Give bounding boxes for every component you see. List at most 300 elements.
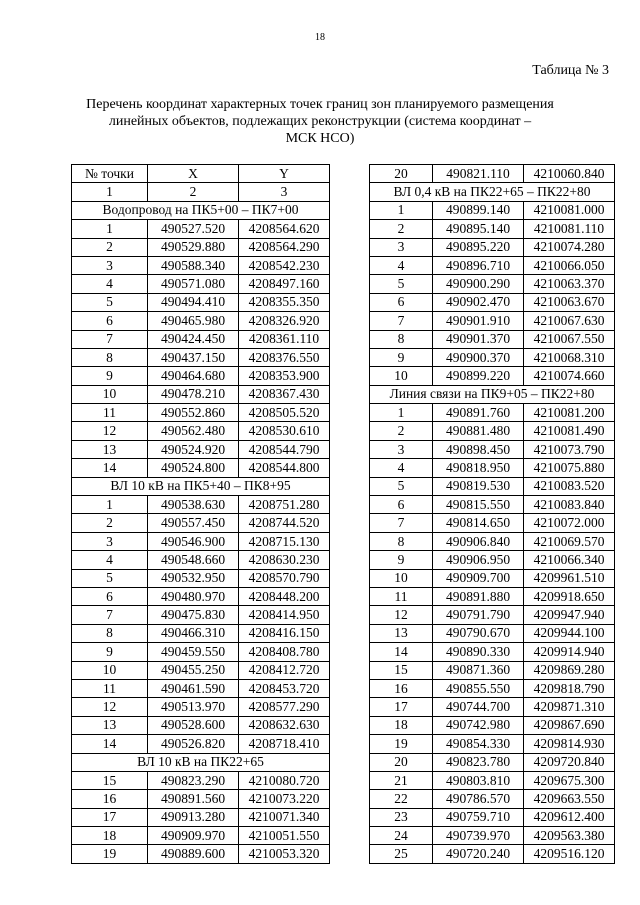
x-coordinate-cell: 490896.710: [433, 256, 524, 274]
x-coordinate-cell: 490742.980: [433, 716, 524, 734]
x-coordinate-cell: 490901.910: [433, 312, 524, 330]
point-number-cell: 9: [72, 367, 148, 385]
point-number-cell: 17: [72, 808, 148, 826]
y-coordinate-cell: 4210066.340: [524, 551, 615, 569]
x-coordinate-cell: 490455.250: [148, 661, 239, 679]
x-coordinate-cell: 490891.880: [433, 587, 524, 605]
y-coordinate-cell: 4209871.310: [524, 698, 615, 716]
point-number-cell: 12: [72, 698, 148, 716]
table-row: [370, 587, 615, 605]
point-number-cell: 18: [72, 827, 148, 845]
table-label: Таблица № 3: [532, 63, 609, 78]
y-coordinate-cell: 4209961.510: [524, 569, 615, 587]
y-coordinate-cell: 4209914.940: [524, 643, 615, 661]
y-coordinate-cell: 4208497.160: [239, 275, 330, 293]
point-number-cell: 8: [370, 532, 433, 550]
point-number-cell: 5: [370, 275, 433, 293]
y-coordinate-cell: 4210074.280: [524, 238, 615, 256]
right-table-body: [370, 165, 615, 864]
point-number-cell: 6: [370, 293, 433, 311]
x-coordinate-cell: 490524.800: [148, 459, 239, 477]
y-coordinate-cell: 4208751.280: [239, 496, 330, 514]
table-row: [72, 238, 330, 256]
y-coordinate-cell: 4210067.550: [524, 330, 615, 348]
y-coordinate-cell: 4208448.200: [239, 587, 330, 605]
y-coordinate-cell: 4208630.230: [239, 551, 330, 569]
y-coordinate-cell: 4208564.290: [239, 238, 330, 256]
point-number-cell: 5: [370, 477, 433, 495]
x-coordinate-cell: 490823.780: [433, 753, 524, 771]
y-coordinate-cell: 4208744.520: [239, 514, 330, 532]
x-coordinate-cell: 2: [148, 183, 239, 201]
y-coordinate-cell: 4210063.670: [524, 293, 615, 311]
table-row: [72, 606, 330, 624]
point-number-cell: 12: [370, 606, 433, 624]
table-row: [370, 440, 615, 458]
point-number-cell: 24: [370, 827, 433, 845]
point-number-cell: 13: [72, 716, 148, 734]
table-row: [72, 459, 330, 477]
x-coordinate-cell: 490855.550: [433, 679, 524, 697]
table-row: [370, 348, 615, 366]
point-number-cell: 1: [370, 201, 433, 219]
table-row: [370, 293, 615, 311]
section-title: ВЛ 0,4 кВ на ПК22+65 – ПК22+80: [370, 183, 615, 201]
point-number-cell: 11: [72, 404, 148, 422]
x-coordinate-cell: 490478.210: [148, 385, 239, 403]
point-number-cell: 8: [370, 330, 433, 348]
table-row: [72, 808, 330, 826]
table-row: [370, 643, 615, 661]
y-coordinate-cell: 4210083.520: [524, 477, 615, 495]
y-coordinate-cell: 4208367.430: [239, 385, 330, 403]
x-coordinate-cell: 490821.110: [433, 165, 524, 183]
point-number-cell: 7: [72, 330, 148, 348]
y-coordinate-cell: 4210068.310: [524, 348, 615, 366]
point-number-cell: 3: [370, 238, 433, 256]
point-number-cell: 13: [72, 440, 148, 458]
table-row: [370, 422, 615, 440]
point-number-cell: 4: [370, 459, 433, 477]
table-row: [370, 845, 615, 863]
column-index-row: [72, 183, 330, 201]
x-coordinate-cell: 490532.950: [148, 569, 239, 587]
point-number-cell: 10: [370, 569, 433, 587]
table-row: [72, 256, 330, 274]
y-coordinate-cell: 4208632.630: [239, 716, 330, 734]
point-number-cell: 14: [72, 459, 148, 477]
x-coordinate-cell: 490791.790: [433, 606, 524, 624]
x-coordinate-cell: 490424.450: [148, 330, 239, 348]
point-number-cell: 17: [370, 698, 433, 716]
x-coordinate-cell: 490906.950: [433, 551, 524, 569]
x-coordinate-cell: 490527.520: [148, 220, 239, 238]
y-coordinate-cell: 4210067.630: [524, 312, 615, 330]
x-coordinate-cell: 490524.920: [148, 440, 239, 458]
point-number-cell: 15: [72, 771, 148, 789]
point-number-cell: 11: [370, 587, 433, 605]
y-coordinate-cell: 4210083.840: [524, 496, 615, 514]
y-coordinate-cell: 4209867.690: [524, 716, 615, 734]
x-coordinate-cell: 490889.600: [148, 845, 239, 863]
x-coordinate-cell: 490513.970: [148, 698, 239, 716]
x-coordinate-cell: 490803.810: [433, 771, 524, 789]
y-coordinate-cell: 4208416.150: [239, 624, 330, 642]
x-coordinate-cell: 490526.820: [148, 735, 239, 753]
table-row: [72, 275, 330, 293]
x-coordinate-cell: 490529.880: [148, 238, 239, 256]
x-coordinate-cell: 490899.140: [433, 201, 524, 219]
y-coordinate-cell: 4209869.280: [524, 661, 615, 679]
document-title: [60, 96, 580, 147]
point-number-cell: 20: [370, 753, 433, 771]
point-number-cell: 21: [370, 771, 433, 789]
left-table-body: [72, 165, 330, 864]
y-coordinate-cell: 4209944.100: [524, 624, 615, 642]
x-coordinate-cell: 490881.480: [433, 422, 524, 440]
coordinates-table-left: [71, 164, 330, 864]
y-coordinate-cell: 4210081.490: [524, 422, 615, 440]
x-coordinate-cell: 490901.370: [433, 330, 524, 348]
point-number-cell: 7: [370, 514, 433, 532]
table-row: [72, 422, 330, 440]
x-coordinate-cell: 490895.220: [433, 238, 524, 256]
table-row: [72, 569, 330, 587]
x-coordinate-cell: 490854.330: [433, 735, 524, 753]
y-coordinate-cell: 4210051.550: [239, 827, 330, 845]
section-header-row: [370, 183, 615, 201]
page-number: 18: [315, 32, 325, 43]
y-coordinate-cell: 4210066.050: [524, 256, 615, 274]
y-coordinate-cell: 4208542.230: [239, 256, 330, 274]
y-coordinate-cell: 4209947.940: [524, 606, 615, 624]
x-coordinate-cell: 490818.950: [433, 459, 524, 477]
point-number-cell: 6: [72, 587, 148, 605]
y-coordinate-cell: 4209612.400: [524, 808, 615, 826]
table-row: [370, 165, 615, 183]
table-row: [72, 661, 330, 679]
table-row: [72, 367, 330, 385]
y-coordinate-cell: 4208408.780: [239, 643, 330, 661]
point-number-cell: 19: [72, 845, 148, 863]
y-coordinate-cell: 4210074.660: [524, 367, 615, 385]
y-coordinate-cell: 4209563.380: [524, 827, 615, 845]
point-number-cell: 12: [72, 422, 148, 440]
table-row: [72, 312, 330, 330]
point-number-cell: 1: [72, 183, 148, 201]
table-row: [370, 514, 615, 532]
header-point-number: № точки: [72, 165, 148, 183]
x-coordinate-cell: 490557.450: [148, 514, 239, 532]
point-number-cell: 9: [72, 643, 148, 661]
table-row: [72, 790, 330, 808]
x-coordinate-cell: 490890.330: [433, 643, 524, 661]
table-row: [72, 404, 330, 422]
x-coordinate-cell: 490720.240: [433, 845, 524, 863]
y-coordinate-cell: 4208715.130: [239, 532, 330, 550]
point-number-cell: 8: [72, 624, 148, 642]
x-coordinate-cell: 490909.700: [433, 569, 524, 587]
section-header-row: [370, 385, 615, 403]
x-coordinate-cell: 490571.080: [148, 275, 239, 293]
y-coordinate-cell: 4210053.320: [239, 845, 330, 863]
y-coordinate-cell: 4210072.000: [524, 514, 615, 532]
point-number-cell: 16: [72, 790, 148, 808]
point-number-cell: 7: [72, 606, 148, 624]
table-row: [370, 698, 615, 716]
point-number-cell: 25: [370, 845, 433, 863]
y-coordinate-cell: 4210073.220: [239, 790, 330, 808]
table-row: [370, 496, 615, 514]
y-coordinate-cell: 3: [239, 183, 330, 201]
table-row: [72, 220, 330, 238]
x-coordinate-cell: 490528.600: [148, 716, 239, 734]
table-row: [72, 679, 330, 697]
table-row: [72, 827, 330, 845]
point-number-cell: 2: [72, 514, 148, 532]
x-coordinate-cell: 490906.840: [433, 532, 524, 550]
table-row: [72, 845, 330, 863]
x-coordinate-cell: 490909.970: [148, 827, 239, 845]
point-number-cell: 11: [72, 679, 148, 697]
y-coordinate-cell: 4209663.550: [524, 790, 615, 808]
x-coordinate-cell: 490819.530: [433, 477, 524, 495]
table-row: [370, 275, 615, 293]
y-coordinate-cell: 4209814.930: [524, 735, 615, 753]
point-number-cell: 5: [72, 569, 148, 587]
x-coordinate-cell: 490588.340: [148, 256, 239, 274]
table-row: [72, 698, 330, 716]
y-coordinate-cell: 4210069.570: [524, 532, 615, 550]
point-number-cell: 16: [370, 679, 433, 697]
x-coordinate-cell: 490461.590: [148, 679, 239, 697]
y-coordinate-cell: 4209675.300: [524, 771, 615, 789]
title-line: линейных объектов, подлежащих реконструкции (система координат –: [108, 114, 532, 129]
point-number-cell: 10: [72, 385, 148, 403]
point-number-cell: 2: [370, 220, 433, 238]
table-row: [72, 293, 330, 311]
y-coordinate-cell: 4208505.520: [239, 404, 330, 422]
table-row: [370, 790, 615, 808]
table-row: [370, 367, 615, 385]
x-coordinate-cell: 490823.290: [148, 771, 239, 789]
x-coordinate-cell: 490548.660: [148, 551, 239, 569]
table-row: [370, 661, 615, 679]
table-row: [72, 532, 330, 550]
y-coordinate-cell: 4208544.790: [239, 440, 330, 458]
table-row: [370, 404, 615, 422]
y-coordinate-cell: 4208530.610: [239, 422, 330, 440]
table-row: [370, 459, 615, 477]
table-row: [370, 606, 615, 624]
x-coordinate-cell: 490891.560: [148, 790, 239, 808]
x-coordinate-cell: 490899.220: [433, 367, 524, 385]
y-coordinate-cell: 4208361.110: [239, 330, 330, 348]
point-number-cell: 4: [72, 551, 148, 569]
point-number-cell: 10: [370, 367, 433, 385]
y-coordinate-cell: 4208718.410: [239, 735, 330, 753]
x-coordinate-cell: 490814.650: [433, 514, 524, 532]
x-coordinate-cell: 490538.630: [148, 496, 239, 514]
table-row: [370, 256, 615, 274]
x-coordinate-cell: 490546.900: [148, 532, 239, 550]
header-x: X: [148, 165, 239, 183]
x-coordinate-cell: 490900.370: [433, 348, 524, 366]
point-number-cell: 6: [370, 496, 433, 514]
x-coordinate-cell: 490464.680: [148, 367, 239, 385]
y-coordinate-cell: 4208577.290: [239, 698, 330, 716]
point-number-cell: 20: [370, 165, 433, 183]
point-number-cell: 4: [72, 275, 148, 293]
x-coordinate-cell: 490437.150: [148, 348, 239, 366]
table-row: [72, 385, 330, 403]
y-coordinate-cell: 4208355.350: [239, 293, 330, 311]
point-number-cell: 3: [72, 256, 148, 274]
table-row: [72, 587, 330, 605]
table-row: [72, 348, 330, 366]
table-row: [370, 624, 615, 642]
x-coordinate-cell: 490891.760: [433, 404, 524, 422]
point-number-cell: 2: [370, 422, 433, 440]
coordinates-table-right: [369, 164, 615, 864]
table-header-row: [72, 165, 330, 183]
table-row: [72, 440, 330, 458]
table-row: [370, 201, 615, 219]
table-row: [72, 771, 330, 789]
table-row: [370, 477, 615, 495]
point-number-cell: 3: [370, 440, 433, 458]
table-row: [370, 735, 615, 753]
section-title: Водопровод на ПК5+00 – ПК7+00: [72, 201, 330, 219]
point-number-cell: 10: [72, 661, 148, 679]
y-coordinate-cell: 4208544.800: [239, 459, 330, 477]
header-y: Y: [239, 165, 330, 183]
table-row: [72, 514, 330, 532]
y-coordinate-cell: 4209818.790: [524, 679, 615, 697]
point-number-cell: 9: [370, 348, 433, 366]
point-number-cell: 7: [370, 312, 433, 330]
y-coordinate-cell: 4208564.620: [239, 220, 330, 238]
y-coordinate-cell: 4208570.790: [239, 569, 330, 587]
x-coordinate-cell: 490480.970: [148, 587, 239, 605]
table-row: [370, 808, 615, 826]
section-title: ВЛ 10 кВ на ПК22+65: [72, 753, 330, 771]
table-row: [370, 220, 615, 238]
table-row: [370, 551, 615, 569]
x-coordinate-cell: 490871.360: [433, 661, 524, 679]
section-header-row: [72, 201, 330, 219]
table-row: [370, 827, 615, 845]
x-coordinate-cell: 490562.480: [148, 422, 239, 440]
title-line: Перечень координат характерных точек границ зон планируемого размещения: [86, 97, 554, 112]
y-coordinate-cell: 4210071.340: [239, 808, 330, 826]
y-coordinate-cell: 4208326.920: [239, 312, 330, 330]
point-number-cell: 19: [370, 735, 433, 753]
y-coordinate-cell: 4210081.110: [524, 220, 615, 238]
point-number-cell: 2: [72, 238, 148, 256]
y-coordinate-cell: 4210060.840: [524, 165, 615, 183]
x-coordinate-cell: 490552.860: [148, 404, 239, 422]
y-coordinate-cell: 4209918.650: [524, 587, 615, 605]
point-number-cell: 9: [370, 551, 433, 569]
x-coordinate-cell: 490744.700: [433, 698, 524, 716]
x-coordinate-cell: 490786.570: [433, 790, 524, 808]
x-coordinate-cell: 490475.830: [148, 606, 239, 624]
table-row: [72, 624, 330, 642]
y-coordinate-cell: 4208453.720: [239, 679, 330, 697]
y-coordinate-cell: 4210081.200: [524, 404, 615, 422]
point-number-cell: 14: [370, 643, 433, 661]
x-coordinate-cell: 490898.450: [433, 440, 524, 458]
table-row: [370, 771, 615, 789]
table-row: [370, 312, 615, 330]
section-header-row: [72, 477, 330, 495]
y-coordinate-cell: 4210080.720: [239, 771, 330, 789]
x-coordinate-cell: 490895.140: [433, 220, 524, 238]
table-row: [370, 679, 615, 697]
y-coordinate-cell: 4210075.880: [524, 459, 615, 477]
point-number-cell: 6: [72, 312, 148, 330]
y-coordinate-cell: 4210081.000: [524, 201, 615, 219]
y-coordinate-cell: 4209720.840: [524, 753, 615, 771]
y-coordinate-cell: 4208376.550: [239, 348, 330, 366]
table-row: [370, 532, 615, 550]
section-title: ВЛ 10 кВ на ПК5+40 – ПК8+95: [72, 477, 330, 495]
table-row: [370, 753, 615, 771]
table-row: [370, 569, 615, 587]
point-number-cell: 1: [72, 496, 148, 514]
table-row: [72, 716, 330, 734]
point-number-cell: 23: [370, 808, 433, 826]
x-coordinate-cell: 490815.550: [433, 496, 524, 514]
y-coordinate-cell: 4208412.720: [239, 661, 330, 679]
title-line: МСК НСО): [285, 131, 355, 146]
table-row: [370, 716, 615, 734]
point-number-cell: 8: [72, 348, 148, 366]
table-row: [72, 330, 330, 348]
point-number-cell: 1: [370, 404, 433, 422]
x-coordinate-cell: 490466.310: [148, 624, 239, 642]
point-number-cell: 3: [72, 532, 148, 550]
x-coordinate-cell: 490913.280: [148, 808, 239, 826]
point-number-cell: 4: [370, 256, 433, 274]
y-coordinate-cell: 4208414.950: [239, 606, 330, 624]
point-number-cell: 22: [370, 790, 433, 808]
x-coordinate-cell: 490459.550: [148, 643, 239, 661]
table-row: [72, 643, 330, 661]
x-coordinate-cell: 490759.710: [433, 808, 524, 826]
y-coordinate-cell: 4208353.900: [239, 367, 330, 385]
table-row: [370, 330, 615, 348]
point-number-cell: 1: [72, 220, 148, 238]
x-coordinate-cell: 490790.670: [433, 624, 524, 642]
y-coordinate-cell: 4209516.120: [524, 845, 615, 863]
point-number-cell: 13: [370, 624, 433, 642]
x-coordinate-cell: 490465.980: [148, 312, 239, 330]
x-coordinate-cell: 490900.290: [433, 275, 524, 293]
table-row: [72, 496, 330, 514]
y-coordinate-cell: 4210073.790: [524, 440, 615, 458]
table-row: [72, 735, 330, 753]
point-number-cell: 18: [370, 716, 433, 734]
x-coordinate-cell: 490902.470: [433, 293, 524, 311]
section-title: Линия связи на ПК9+05 – ПК22+80: [370, 385, 615, 403]
table-row: [72, 551, 330, 569]
table-row: [370, 238, 615, 256]
x-coordinate-cell: 490494.410: [148, 293, 239, 311]
x-coordinate-cell: 490739.970: [433, 827, 524, 845]
point-number-cell: 5: [72, 293, 148, 311]
